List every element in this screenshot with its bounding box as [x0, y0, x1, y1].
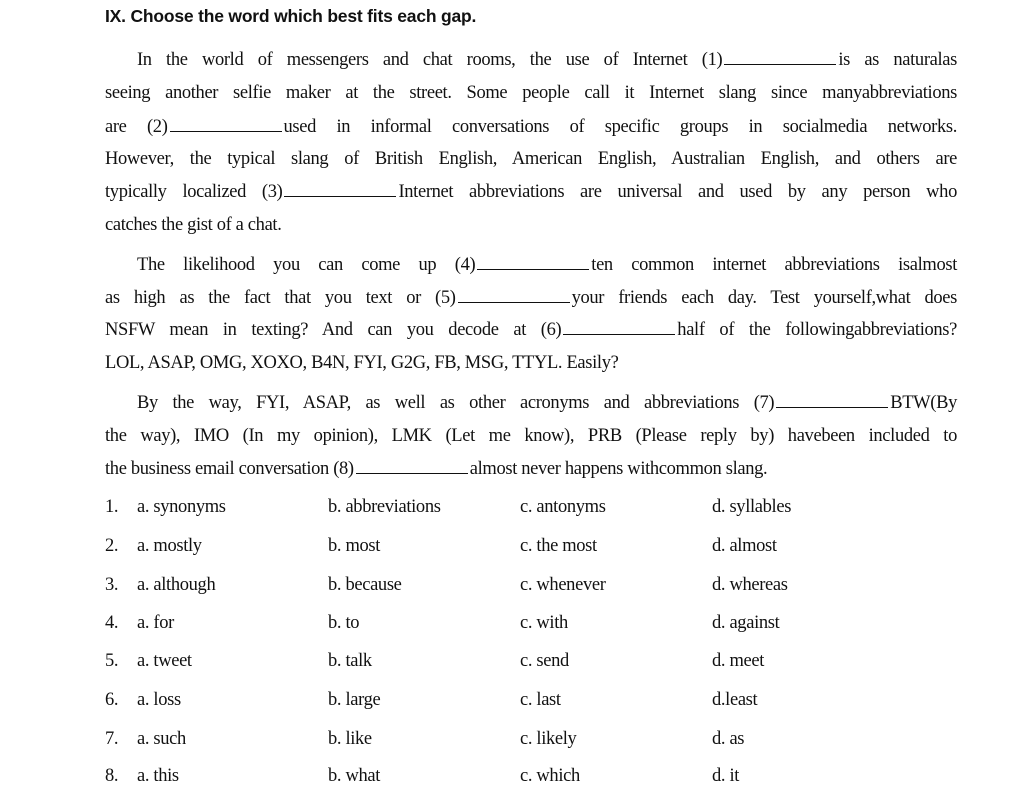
line-text: ten common internet abbreviations isalmost: [591, 255, 957, 275]
option-c[interactable]: c. send: [520, 651, 569, 671]
line-text: The likelihood you can come up (4): [137, 255, 476, 275]
gap-8-blank[interactable]: [356, 459, 468, 474]
line-text: half of the followingabbreviations?: [677, 320, 957, 340]
question-number: 7.: [105, 729, 119, 749]
passage-line: [105, 318, 957, 342]
passage-line: [137, 253, 957, 277]
line-text: is as naturalas: [838, 50, 957, 70]
option-b[interactable]: b. like: [328, 729, 372, 749]
line-text: are (2): [105, 117, 168, 137]
passage-line: [105, 81, 957, 105]
line-text: the business email conversation (8): [105, 459, 354, 479]
option-c[interactable]: c. whenever: [520, 575, 606, 595]
option-b[interactable]: b. talk: [328, 651, 372, 671]
question-number: 5.: [105, 651, 119, 671]
passage-line: [137, 48, 957, 72]
gap-7-blank[interactable]: [776, 393, 888, 408]
line-text: your friends each day. Test yourself,what does: [571, 288, 958, 308]
line-text: LOL, ASAP, OMG, XOXO, B4N, FYI, G2G, FB, MSG, TTYL. Easily?: [105, 353, 619, 373]
question-number: 6.: [105, 690, 119, 710]
line-text: By the way, FYI, ASAP, as well as other acronyms and abbreviations (7): [137, 393, 775, 413]
option-d[interactable]: d. syllables: [712, 497, 792, 517]
option-a[interactable]: a. mostly: [137, 536, 202, 556]
passage-line: [105, 147, 957, 171]
line-text: the way), IMO (In my opinion), LMK (Let me know), PRB (Please reply by) havebeen included to: [105, 426, 957, 446]
option-a[interactable]: a. for: [137, 613, 174, 633]
option-b[interactable]: b. to: [328, 613, 360, 633]
gap-1-blank[interactable]: [724, 50, 836, 65]
option-d[interactable]: d. almost: [712, 536, 777, 556]
option-d[interactable]: d. meet: [712, 651, 765, 671]
option-c[interactable]: c. likely: [520, 729, 577, 749]
line-text: typically localized (3): [105, 182, 283, 202]
option-a[interactable]: a. although: [137, 575, 216, 595]
passage-line: [105, 424, 957, 448]
line-text: seeing another selfie maker at the street. Some people call it Internet slang since manyabbreviations: [105, 83, 957, 103]
option-c[interactable]: c. antonyms: [520, 497, 606, 517]
option-a[interactable]: a. this: [137, 766, 179, 786]
option-b[interactable]: b. what: [328, 766, 381, 786]
line-text: almost never happens withcommon slang.: [469, 459, 768, 479]
gap-6-blank[interactable]: [563, 320, 675, 335]
option-d[interactable]: d. as: [712, 729, 745, 749]
passage-line: [105, 180, 957, 204]
option-c[interactable]: c. which: [520, 766, 580, 786]
passage-line: [105, 115, 957, 139]
option-a[interactable]: a. tweet: [137, 651, 192, 671]
passage-line: [105, 286, 957, 310]
exercise-heading: IX. Choose the word which best fits each gap.: [105, 6, 477, 26]
line-text: used in informal conversations of specific groups in socialmedia networks.: [283, 117, 957, 137]
line-text: However, the typical slang of British English, American English, Australian English, and others are: [105, 149, 957, 169]
option-c[interactable]: c. with: [520, 613, 568, 633]
option-b[interactable]: b. large: [328, 690, 381, 710]
question-number: 2.: [105, 536, 119, 556]
option-a[interactable]: a. synonyms: [137, 497, 226, 517]
gap-3-blank[interactable]: [284, 182, 396, 197]
question-number: 3.: [105, 575, 119, 595]
line-text: as high as the fact that you text or (5): [105, 288, 456, 308]
question-number: 4.: [105, 613, 119, 633]
passage-line: [105, 351, 957, 375]
passage-line: [137, 391, 957, 415]
line-text: In the world of messengers and chat rooms, the use of Internet (1): [137, 50, 723, 70]
gap-5-blank[interactable]: [458, 288, 570, 303]
option-a[interactable]: a. loss: [137, 690, 181, 710]
option-c[interactable]: c. the most: [520, 536, 597, 556]
option-c[interactable]: c. last: [520, 690, 561, 710]
line-text: catches the gist of a chat.: [105, 215, 282, 235]
gap-4-blank[interactable]: [477, 255, 589, 270]
question-number: 1.: [105, 497, 119, 517]
passage-line: [105, 457, 957, 481]
option-d[interactable]: d. it: [712, 766, 740, 786]
line-text: Internet abbreviations are universal and used by any person who: [398, 182, 957, 202]
passage-line: [105, 213, 957, 237]
option-d[interactable]: d. against: [712, 613, 780, 633]
line-text: BTW(By: [890, 393, 957, 413]
option-b[interactable]: b. most: [328, 536, 381, 556]
option-b[interactable]: b. abbreviations: [328, 497, 441, 517]
gap-2-blank[interactable]: [170, 117, 282, 132]
option-a[interactable]: a. such: [137, 729, 186, 749]
line-text: NSFW mean in texting? And can you decode at (6): [105, 320, 562, 340]
option-b[interactable]: b. because: [328, 575, 402, 595]
option-d[interactable]: d.least: [712, 690, 758, 710]
question-number: 8.: [105, 766, 119, 786]
option-d[interactable]: d. whereas: [712, 575, 788, 595]
